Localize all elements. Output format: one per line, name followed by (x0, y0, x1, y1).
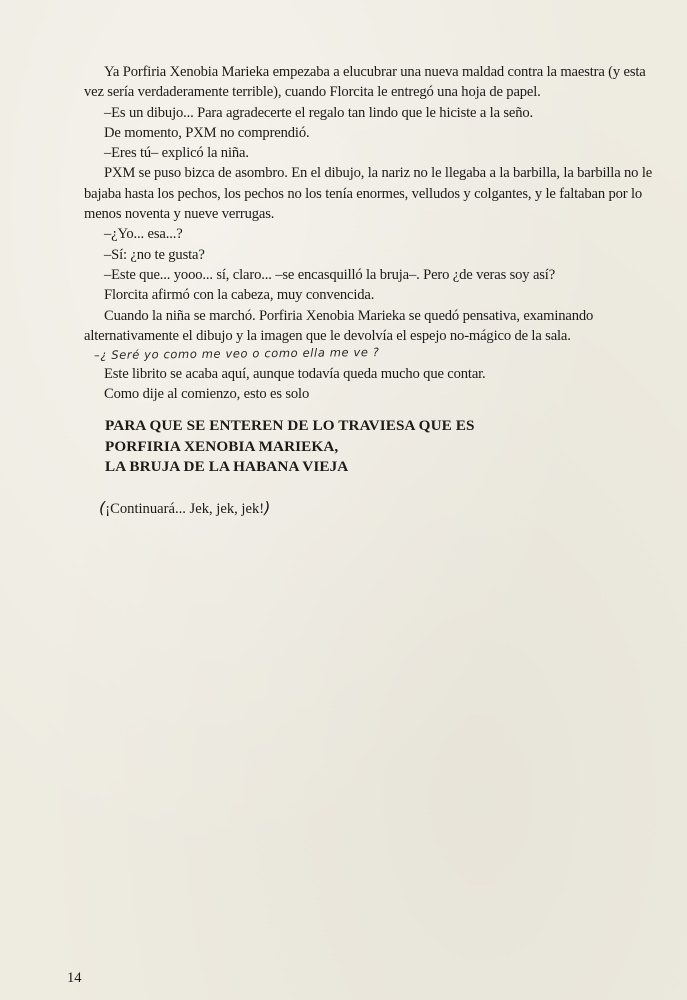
paragraph: –Sí: ¿no te gusta? (104, 246, 205, 263)
page-number: 14 (67, 970, 82, 986)
handwritten-note: –¿ Seré yo como me veo o como ella me ve ? (93, 345, 380, 363)
continuation-note (99, 498, 270, 519)
paragraph: Florcita afirmó con la cabeza, muy convencida. (104, 287, 375, 304)
paragraph: –¿Yo... esa...? (104, 226, 183, 243)
paragraph: –Es un dibujo... Para agradecerte el regalo tan lindo que le hiciste a la seño. (104, 104, 534, 121)
bold-title (105, 416, 625, 478)
paragraph: Como dije al comienzo, esto es solo (104, 386, 310, 403)
paragraph: Cuando la niña se marchó. Porfiria Xenobia Marieka se quedó pensativa, examinando alternativamente el dibujo y la imagen que le devolvía el espejo no-mágico de la sala. (84, 307, 594, 344)
continuation-text: ¡Continuará... Jek, jek, jek! (105, 501, 265, 517)
story-text (84, 62, 656, 405)
close-parenthesis: ) (264, 498, 271, 517)
bold-title-line: PARA QUE SE ENTEREN DE LO TRAVIESA QUE ES (105, 417, 475, 434)
bold-title-line: LA BRUJA DE LA HABANA VIEJA (105, 458, 349, 475)
paragraph: –Eres tú– explicó la niña. (104, 145, 249, 162)
open-parenthesis: ( (99, 498, 106, 517)
paragraph: Ya Porfiria Xenobia Marieka empezaba a elucubrar una nueva maldad contra la maestra (y esta vez sería verdaderamente terrible), cuando Florcita le entregó una hoja de papel. (84, 64, 646, 101)
paragraph: Este librito se acaba aquí, aunque todavía queda mucho que contar. (104, 366, 486, 383)
paragraph: PXM se puso bizca de asombro. En el dibujo, la nariz no le llegaba a la barbilla, la barbilla no le bajaba hasta los pechos, los pechos no los tenía enormes, velludos y colgantes, y le faltaban por lo menos noventa y nueve verrugas. (84, 165, 653, 223)
paragraph: De momento, PXM no comprendió. (104, 124, 310, 141)
bold-title-line: PORFIRIA XENOBIA MARIEKA, (105, 437, 339, 455)
paragraph: –Este que... yooo... sí, claro... –se encasquilló la bruja–. Pero ¿de veras soy así? (104, 266, 556, 283)
